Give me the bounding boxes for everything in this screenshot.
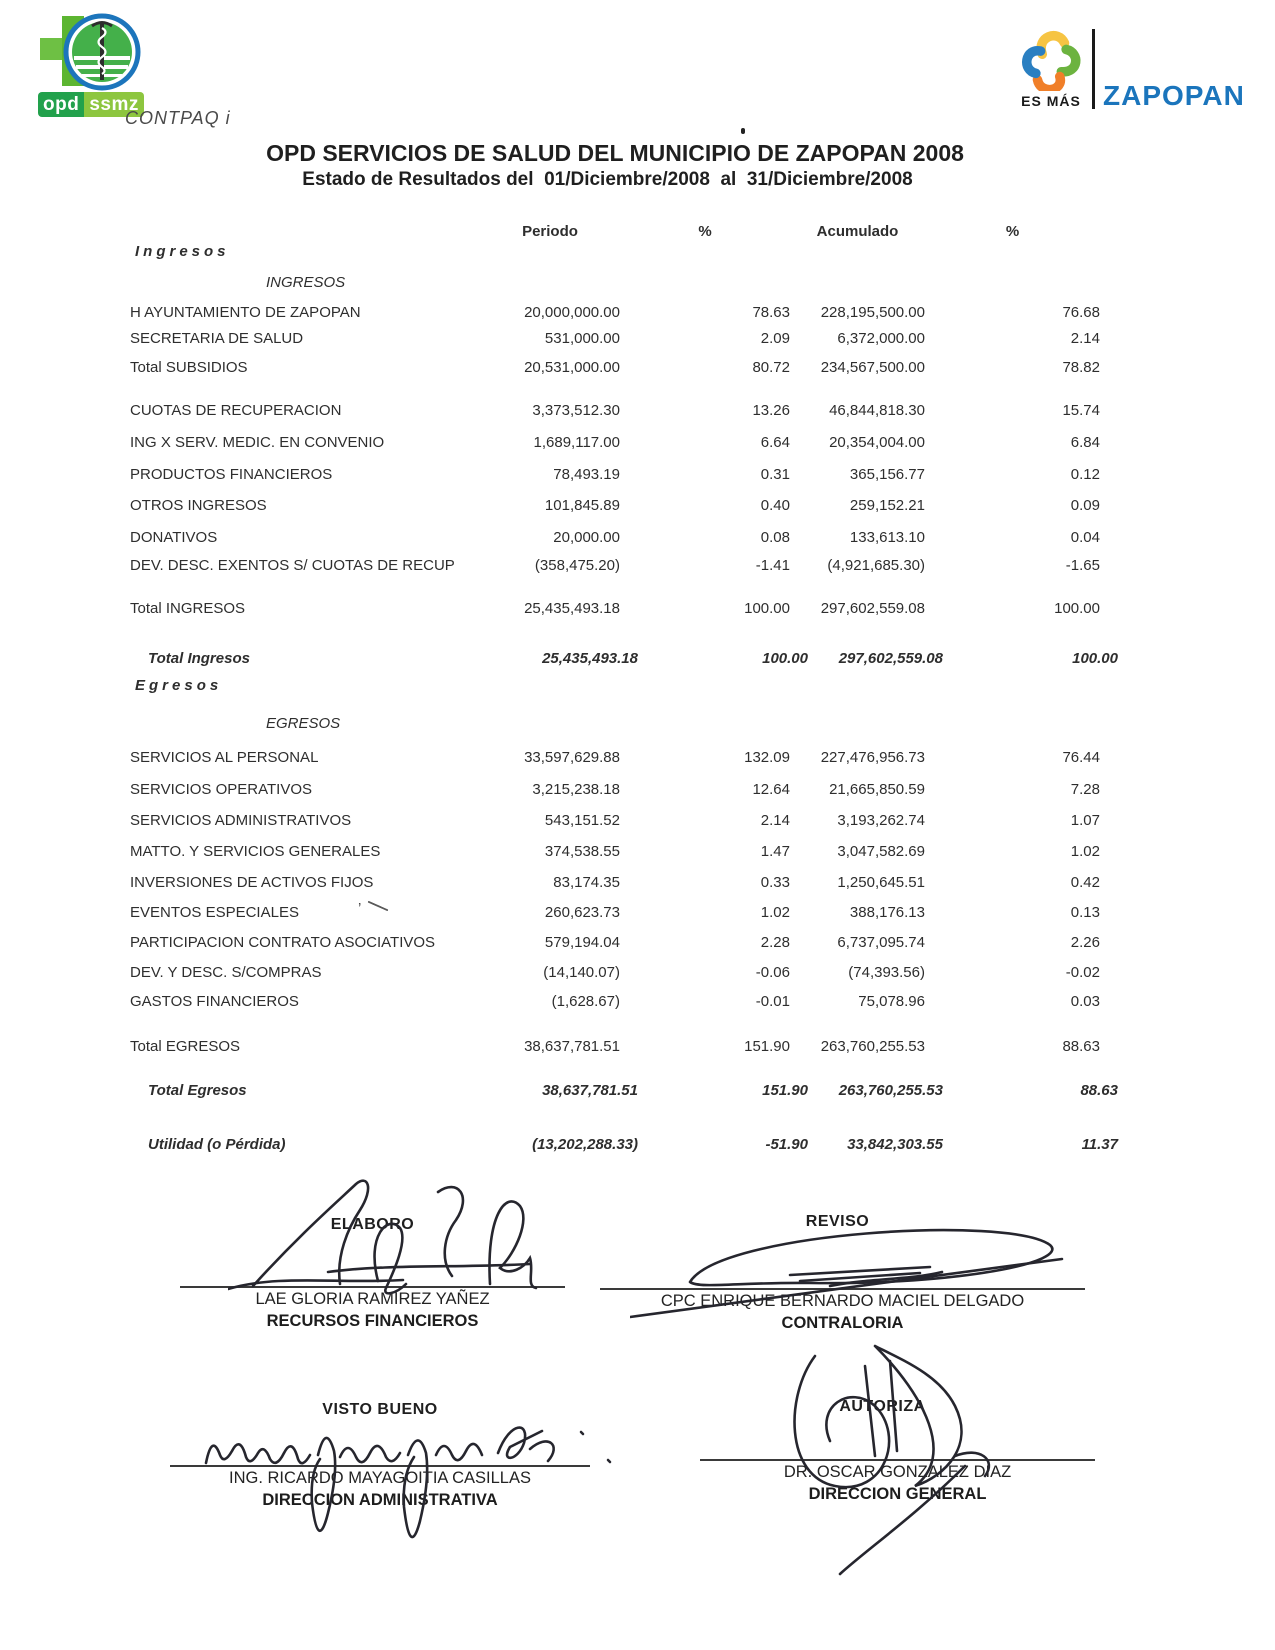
row-pct2: 1.07 <box>1070 812 1100 829</box>
signature-name: LAE GLORIA RAMIREZ YAÑEZ <box>255 1290 490 1308</box>
signature-name: ING. RICARDO MAYAGOITIA CASILLAS <box>229 1469 531 1487</box>
row-periodo: 101,845.89 <box>544 497 620 514</box>
row-acumulado: (74,393.56) <box>848 964 925 981</box>
signature-name: DR. OSCAR GONZALEZ DIAZ <box>783 1463 1012 1481</box>
row-pct1: 80.72 <box>752 359 790 376</box>
row-pct2: 11.37 <box>1081 1136 1118 1153</box>
row-periodo: (358,475.20) <box>534 557 620 574</box>
row-pct1: 13.26 <box>752 402 790 419</box>
row-acumulado: 3,047,582.69 <box>837 843 925 860</box>
signature-line <box>700 1459 1095 1461</box>
contpaq-watermark: CONTPAQ i <box>125 108 231 128</box>
signature-elaboro-ink <box>228 1176 558 1304</box>
row-label: Ingresos <box>135 243 230 260</box>
medical-cross-caduceus-icon <box>36 12 146 94</box>
row-periodo: (1,628.67) <box>551 993 620 1010</box>
row-label: EGRESOS <box>266 715 341 732</box>
row-label: DEV. Y DESC. S/COMPRAS <box>130 964 322 981</box>
row-periodo: 374,538.55 <box>544 843 620 860</box>
row-periodo: 33,597,629.88 <box>524 749 620 766</box>
row-periodo: 579,194.04 <box>544 934 620 951</box>
signature-role: CONTRALORIA <box>781 1314 904 1332</box>
row-pct2: 2.26 <box>1070 934 1100 951</box>
row-pct2: 0.09 <box>1070 497 1100 514</box>
row-acumulado: 3,193,262.74 <box>837 812 925 829</box>
opd-wordmark-part1: opd <box>38 92 84 117</box>
row-label: PRODUCTOS FINANCIEROS <box>130 466 333 483</box>
row-acumulado: 297,602,559.08 <box>838 650 943 667</box>
signature-block-reviso <box>600 1213 1085 1333</box>
row-acumulado: 388,176.13 <box>849 904 925 921</box>
logo-divider-bar <box>1092 29 1095 109</box>
row-acumulado <box>795 242 930 262</box>
row-acumulado: 263,760,255.53 <box>838 1082 943 1099</box>
row-label: Total Egresos <box>148 1082 247 1099</box>
row-label: DONATIVOS <box>130 529 218 546</box>
signature-action-label: VISTO BUENO <box>322 1401 438 1418</box>
page-subtitle: Estado de Resultados del 01/Diciembre/2008 al 31/Diciembre/2008 <box>302 169 913 190</box>
table-row <box>130 1081 1118 1101</box>
row-periodo: 25,435,493.18 <box>542 650 638 667</box>
header-spacer <box>130 222 480 242</box>
table-row <box>130 933 1100 953</box>
table-row <box>130 273 1100 293</box>
row-periodo: 20,000,000.00 <box>524 304 620 321</box>
row-label: MATTO. Y SERVICIOS GENERALES <box>130 843 381 860</box>
row-acumulado: 297,602,559.08 <box>820 600 925 617</box>
row-pct2 <box>930 676 1105 696</box>
row-pct2: 0.04 <box>1070 529 1100 546</box>
row-periodo: 38,637,781.51 <box>524 1038 620 1055</box>
row-pct2: 6.84 <box>1070 434 1100 451</box>
row-pct1 <box>625 242 795 262</box>
row-label: Total SUBSIDIOS <box>130 359 248 376</box>
row-pct2: 0.12 <box>1070 466 1100 483</box>
row-pct1: 100.00 <box>744 600 790 617</box>
signature-autoriza-ink <box>755 1336 1055 1586</box>
row-pct2: 88.63 <box>1062 1038 1100 1055</box>
row-label: DEV. DESC. EXENTOS S/ CUOTAS DE RECUP <box>130 557 455 574</box>
row-pct2: 76.44 <box>1062 749 1100 766</box>
row-label: Total EGRESOS <box>130 1038 241 1055</box>
row-pct1: -0.01 <box>755 993 790 1010</box>
row-pct2: 0.42 <box>1070 874 1100 891</box>
row-acumulado: 6,372,000.00 <box>837 330 925 347</box>
table-row <box>130 676 1100 696</box>
row-periodo: (14,140.07) <box>543 964 620 981</box>
row-acumulado: 228,195,500.00 <box>820 304 925 321</box>
row-pct2 <box>1061 273 1236 293</box>
row-pct1 <box>756 273 926 293</box>
row-periodo: 1,689,117.00 <box>533 434 620 451</box>
row-periodo <box>616 273 756 293</box>
row-periodo: 3,373,512.30 <box>532 402 620 419</box>
row-acumulado: 46,844,818.30 <box>829 402 925 419</box>
row-acumulado: 1,250,645.51 <box>837 874 925 891</box>
header-percent-1: % <box>698 223 712 240</box>
row-label: SERVICIOS ADMINISTRATIVOS <box>130 812 352 829</box>
row-pct1: 2.14 <box>760 812 790 829</box>
row-label: SERVICIOS OPERATIVOS <box>130 781 312 798</box>
row-periodo: 38,637,781.51 <box>542 1082 638 1099</box>
signature-action-label: AUTORIZA <box>839 1398 926 1415</box>
row-acumulado: 33,842,303.55 <box>847 1136 943 1153</box>
row-periodo: 20,531,000.00 <box>524 359 620 376</box>
signature-action-label: ELABORO <box>330 1216 415 1233</box>
row-pct1: -1.41 <box>755 557 790 574</box>
table-row <box>130 780 1100 800</box>
row-pct2: 7.28 <box>1070 781 1100 798</box>
row-pct1: 132.09 <box>744 749 790 766</box>
table-row <box>130 303 1100 323</box>
row-pct1 <box>756 714 926 734</box>
row-acumulado: 365,156.77 <box>849 466 925 483</box>
row-pct1 <box>625 676 795 696</box>
row-acumulado <box>926 273 1061 293</box>
zapopan-knot-icon <box>1020 27 1082 91</box>
row-label: SERVICIOS AL PERSONAL <box>130 749 319 766</box>
row-label: INGRESOS <box>266 274 346 291</box>
opd-ssmz-logo <box>36 12 146 120</box>
table-row <box>130 329 1100 349</box>
row-pct2: -0.02 <box>1065 964 1100 981</box>
table-row <box>130 992 1100 1012</box>
row-pct2: 0.13 <box>1070 904 1100 921</box>
row-pct1: 0.33 <box>760 874 790 891</box>
row-label: Total INGRESOS <box>130 600 246 617</box>
row-acumulado: 75,078.96 <box>858 993 925 1010</box>
table-row <box>130 528 1100 548</box>
row-pct2 <box>1061 714 1236 734</box>
row-periodo: 260,623.73 <box>544 904 620 921</box>
row-acumulado: 20,354,004.00 <box>829 434 925 451</box>
row-acumulado: 234,567,500.00 <box>820 359 925 376</box>
row-periodo: 543,151.52 <box>544 812 620 829</box>
scan-artifact <box>741 128 745 134</box>
row-label: GASTOS FINANCIEROS <box>130 993 299 1010</box>
table-row <box>130 599 1100 619</box>
table-row <box>130 649 1118 669</box>
row-pct1: 2.09 <box>760 330 790 347</box>
signature-action-label: REVISO <box>805 1213 870 1230</box>
row-label: EVENTOS ESPECIALES ’ <box>130 903 480 923</box>
statement-rows <box>130 242 1118 1155</box>
table-row <box>130 1037 1100 1057</box>
row-acumulado: 259,152.21 <box>849 497 925 514</box>
table-row <box>130 963 1100 983</box>
signature-role: DIRECCION GENERAL <box>808 1485 987 1503</box>
header-periodo: Periodo <box>522 223 578 240</box>
row-pct1: 1.02 <box>760 904 790 921</box>
table-row <box>130 873 1100 893</box>
signature-block-elaboro <box>180 1216 565 1331</box>
table-row <box>130 556 1100 576</box>
row-periodo: 20,000.00 <box>553 529 620 546</box>
row-periodo: 3,215,238.18 <box>532 781 620 798</box>
signature-block-autoriza <box>700 1398 1095 1504</box>
row-label: SECRETARIA DE SALUD <box>130 330 304 347</box>
zapopan-knot-column <box>1020 27 1082 109</box>
row-label: Utilidad (o Pérdida) <box>148 1136 286 1153</box>
signature-block-visto-bueno <box>170 1401 590 1510</box>
table-row <box>130 465 1100 485</box>
row-pct1: -51.90 <box>765 1136 808 1153</box>
signature-line <box>170 1465 590 1467</box>
row-pct2: 100.00 <box>1072 650 1118 667</box>
row-pct1: 151.90 <box>762 1082 808 1099</box>
signature-line <box>600 1288 1085 1290</box>
row-pct1: -0.06 <box>755 964 790 981</box>
table-row <box>130 714 1100 734</box>
table-row <box>130 1135 1118 1155</box>
row-periodo: 83,174.35 <box>553 874 620 891</box>
row-periodo <box>485 676 625 696</box>
row-label: Total Ingresos <box>148 650 250 667</box>
signature-role: RECURSOS FINANCIEROS <box>266 1312 479 1330</box>
row-pct2: 78.82 <box>1062 359 1100 376</box>
row-pct2: 76.68 <box>1062 304 1100 321</box>
table-row <box>130 748 1100 768</box>
row-periodo <box>485 242 625 262</box>
row-pct2: 100.00 <box>1054 600 1100 617</box>
row-pct1: 12.64 <box>752 781 790 798</box>
row-pct2: 2.14 <box>1070 330 1100 347</box>
row-acumulado: 227,476,956.73 <box>820 749 925 766</box>
row-acumulado: (4,921,685.30) <box>827 557 925 574</box>
signature-role: DIRECCION ADMINISTRATIVA <box>262 1491 498 1509</box>
row-acumulado: 133,613.10 <box>849 529 925 546</box>
row-periodo <box>616 714 756 734</box>
row-periodo: 531,000.00 <box>544 330 620 347</box>
row-pct2 <box>930 242 1105 262</box>
row-pct1: 0.40 <box>760 497 790 514</box>
row-label: H AYUNTAMIENTO DE ZAPOPAN <box>130 304 361 321</box>
signature-name: CPC ENRIQUE BERNARDO MACIEL DELGADO <box>660 1292 1025 1310</box>
es-mas-tagline: ES MÁS <box>1021 93 1081 109</box>
row-acumulado <box>795 676 930 696</box>
row-pct1: 0.31 <box>760 466 790 483</box>
row-label: PARTICIPACION CONTRATO ASOCIATIVOS <box>130 934 436 951</box>
row-pct1: 151.90 <box>744 1038 790 1055</box>
row-acumulado: 6,737,095.74 <box>837 934 925 951</box>
row-periodo: 25,435,493.18 <box>524 600 620 617</box>
table-row <box>130 811 1100 831</box>
row-pct1: 1.47 <box>760 843 790 860</box>
table-row <box>130 433 1100 453</box>
row-pct1: 0.08 <box>760 529 790 546</box>
row-periodo: (13,202,288.33) <box>532 1136 638 1153</box>
row-acumulado <box>926 714 1061 734</box>
row-acumulado: 263,760,255.53 <box>820 1038 925 1055</box>
zapopan-logo <box>1020 24 1250 109</box>
row-label: INVERSIONES DE ACTIVOS FIJOS <box>130 874 374 891</box>
row-pct1: 78.63 <box>752 304 790 321</box>
row-pct1: 6.64 <box>760 434 790 451</box>
table-row <box>130 496 1100 516</box>
header-acumulado: Acumulado <box>816 223 899 240</box>
table-row <box>130 900 1100 923</box>
row-label: Egresos <box>135 677 223 694</box>
row-pct1: 2.28 <box>760 934 790 951</box>
page-title: OPD SERVICIOS DE SALUD DEL MUNICIPIO DE ZAPOPAN 2008 <box>266 140 964 166</box>
signature-line <box>180 1286 565 1288</box>
header-percent-2: % <box>1005 223 1020 240</box>
row-pct2: 88.63 <box>1080 1082 1118 1099</box>
row-periodo: 78,493.19 <box>553 466 620 483</box>
table-row <box>130 401 1100 421</box>
table-row <box>130 242 1100 262</box>
row-pct2: 15.74 <box>1062 402 1100 419</box>
row-pct2: -1.65 <box>1065 557 1100 574</box>
income-statement <box>130 222 1118 1155</box>
row-pct1: 100.00 <box>762 650 808 667</box>
opd-wordmark-part2: ssmz <box>84 92 144 117</box>
table-row <box>130 842 1100 862</box>
row-acumulado: 21,665,850.59 <box>829 781 925 798</box>
table-row <box>130 358 1100 378</box>
row-label: CUOTAS DE RECUPERACION <box>130 402 342 419</box>
row-pct2: 0.03 <box>1070 993 1100 1010</box>
scan-artifact: ’ <box>358 899 389 919</box>
table-header-row <box>130 222 1100 242</box>
zapopan-wordmark: ZAPOPAN <box>1103 80 1245 111</box>
row-pct2: 1.02 <box>1070 843 1100 860</box>
row-label: OTROS INGRESOS <box>130 497 267 514</box>
row-label: ING X SERV. MEDIC. EN CONVENIO <box>130 434 385 451</box>
